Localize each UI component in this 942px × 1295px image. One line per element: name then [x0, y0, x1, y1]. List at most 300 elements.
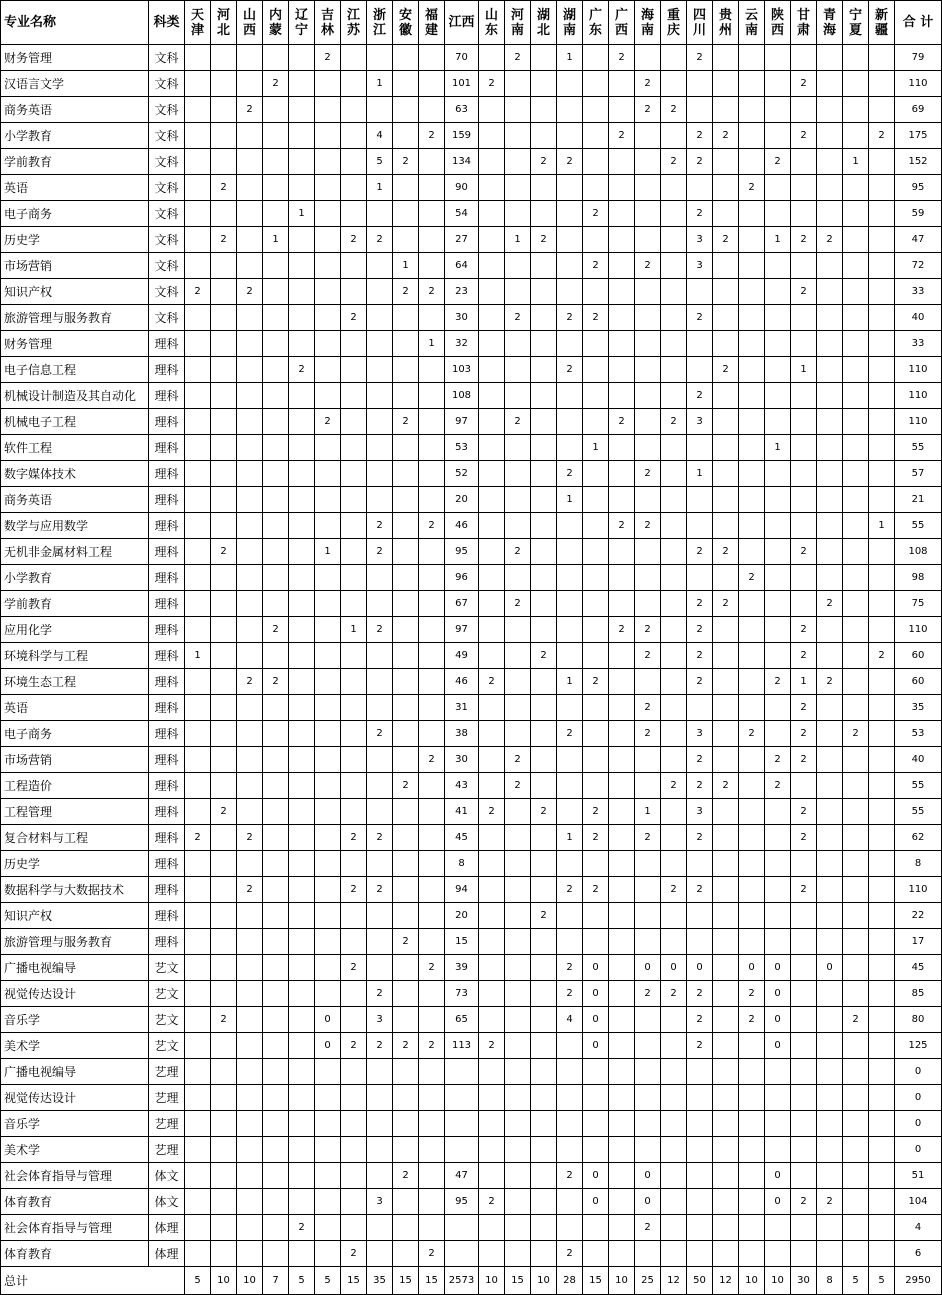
count-cell: [185, 695, 211, 721]
count-cell: [869, 981, 895, 1007]
count-cell: [479, 253, 505, 279]
count-cell: [843, 1189, 869, 1215]
count-cell: [211, 617, 237, 643]
count-cell: 2: [791, 123, 817, 149]
count-cell: 73: [445, 981, 479, 1007]
count-cell: 2: [687, 539, 713, 565]
count-cell: [817, 201, 843, 227]
count-cell: [393, 305, 419, 331]
category-cell: 艺文: [149, 1007, 185, 1033]
count-cell: [393, 981, 419, 1007]
count-cell: [583, 331, 609, 357]
count-cell: [479, 1059, 505, 1085]
count-cell: 2: [791, 1189, 817, 1215]
count-cell: [765, 1241, 791, 1267]
count-cell: 2: [557, 721, 583, 747]
count-cell: [263, 825, 289, 851]
count-cell: [419, 721, 445, 747]
count-cell: 2: [341, 877, 367, 903]
count-cell: [843, 461, 869, 487]
count-cell: [609, 669, 635, 695]
count-cell: [531, 617, 557, 643]
major-name-cell: 软件工程: [1, 435, 149, 461]
count-cell: [713, 643, 739, 669]
major-name-cell: 市场营销: [1, 253, 149, 279]
row-total-cell: 80: [895, 1007, 942, 1033]
count-cell: [843, 643, 869, 669]
count-cell: [289, 1007, 315, 1033]
table-row: [1, 149, 942, 175]
count-cell: 0: [635, 955, 661, 981]
major-name-cell: 音乐学: [1, 1007, 149, 1033]
count-cell: [211, 1163, 237, 1189]
count-cell: [479, 565, 505, 591]
count-cell: 2: [713, 123, 739, 149]
count-cell: 67: [445, 591, 479, 617]
count-cell: [583, 1085, 609, 1111]
count-cell: [687, 929, 713, 955]
count-cell: [687, 175, 713, 201]
count-cell: [185, 331, 211, 357]
count-cell: [211, 409, 237, 435]
count-cell: 1: [843, 149, 869, 175]
count-cell: [609, 201, 635, 227]
table-row: [1, 97, 942, 123]
province-header: 河北: [211, 1, 237, 45]
count-cell: [713, 1189, 739, 1215]
count-cell: [211, 1111, 237, 1137]
count-cell: 0: [765, 1189, 791, 1215]
count-cell: 0: [765, 1033, 791, 1059]
count-cell: [479, 1137, 505, 1163]
count-cell: [583, 695, 609, 721]
major-name-cell: 电子商务: [1, 201, 149, 227]
count-cell: [531, 1059, 557, 1085]
count-cell: [765, 539, 791, 565]
count-cell: [739, 383, 765, 409]
count-cell: 52: [445, 461, 479, 487]
count-cell: [583, 409, 609, 435]
count-cell: [661, 669, 687, 695]
count-cell: [609, 331, 635, 357]
count-cell: 23: [445, 279, 479, 305]
count-cell: [505, 851, 531, 877]
row-total-cell: 110: [895, 71, 942, 97]
count-cell: [315, 357, 341, 383]
count-cell: [263, 929, 289, 955]
count-cell: [341, 695, 367, 721]
count-cell: [237, 175, 263, 201]
count-cell: [341, 409, 367, 435]
row-total-cell: 55: [895, 799, 942, 825]
count-cell: [237, 1189, 263, 1215]
count-cell: [609, 97, 635, 123]
count-cell: [661, 383, 687, 409]
count-cell: [315, 149, 341, 175]
table-row: [1, 617, 942, 643]
count-cell: [237, 1111, 263, 1137]
count-cell: [289, 929, 315, 955]
count-cell: [367, 487, 393, 513]
count-cell: 2: [661, 97, 687, 123]
province-header: 新疆: [869, 1, 895, 45]
table-row: [1, 1007, 942, 1033]
count-cell: [609, 279, 635, 305]
count-cell: 1: [583, 435, 609, 461]
count-cell: [739, 97, 765, 123]
count-cell: [583, 565, 609, 591]
count-cell: [791, 929, 817, 955]
count-cell: [583, 617, 609, 643]
count-cell: [185, 71, 211, 97]
count-cell: [315, 201, 341, 227]
count-cell: [289, 409, 315, 435]
count-cell: [635, 1111, 661, 1137]
count-cell: [843, 591, 869, 617]
count-cell: 39: [445, 955, 479, 981]
count-cell: [341, 721, 367, 747]
count-cell: [211, 721, 237, 747]
count-cell: 2: [237, 279, 263, 305]
count-cell: [609, 851, 635, 877]
count-cell: [315, 903, 341, 929]
count-cell: [289, 97, 315, 123]
count-cell: [211, 773, 237, 799]
count-cell: [315, 1137, 341, 1163]
count-cell: [583, 747, 609, 773]
table-row: [1, 305, 942, 331]
count-cell: [237, 851, 263, 877]
count-cell: [713, 955, 739, 981]
count-cell: [531, 305, 557, 331]
count-cell: [609, 539, 635, 565]
count-cell: 2: [661, 773, 687, 799]
count-cell: [557, 97, 583, 123]
count-cell: [419, 71, 445, 97]
count-cell: [765, 279, 791, 305]
count-cell: [393, 461, 419, 487]
count-cell: [765, 565, 791, 591]
count-cell: [843, 981, 869, 1007]
count-cell: [445, 1215, 479, 1241]
count-cell: 2: [661, 149, 687, 175]
count-cell: 97: [445, 409, 479, 435]
major-name-cell: 环境科学与工程: [1, 643, 149, 669]
count-cell: [289, 487, 315, 513]
count-cell: [739, 409, 765, 435]
category-cell: 理科: [149, 721, 185, 747]
count-cell: 2: [367, 877, 393, 903]
count-cell: [393, 799, 419, 825]
count-cell: [263, 305, 289, 331]
count-cell: 2: [367, 513, 393, 539]
count-cell: 2: [263, 617, 289, 643]
count-cell: [739, 513, 765, 539]
count-cell: [237, 1033, 263, 1059]
table-row: [1, 1215, 942, 1241]
count-cell: 2: [367, 721, 393, 747]
count-cell: 2: [341, 1033, 367, 1059]
count-cell: 0: [635, 1163, 661, 1189]
category-cell: 理科: [149, 825, 185, 851]
count-cell: [661, 1085, 687, 1111]
count-cell: [817, 1007, 843, 1033]
count-cell: [237, 929, 263, 955]
count-cell: [713, 279, 739, 305]
count-cell: 2: [393, 1033, 419, 1059]
count-cell: [315, 1163, 341, 1189]
count-cell: [185, 513, 211, 539]
count-cell: [817, 45, 843, 71]
count-cell: [185, 383, 211, 409]
count-cell: [791, 1137, 817, 1163]
count-cell: [505, 461, 531, 487]
count-cell: 2: [687, 617, 713, 643]
count-cell: [505, 123, 531, 149]
province-header: 贵州: [713, 1, 739, 45]
category-cell: 艺文: [149, 955, 185, 981]
count-cell: [583, 383, 609, 409]
count-cell: [263, 799, 289, 825]
count-cell: [211, 669, 237, 695]
count-cell: [791, 851, 817, 877]
count-cell: [289, 253, 315, 279]
count-cell: 1: [557, 487, 583, 513]
count-cell: 0: [315, 1007, 341, 1033]
count-cell: 46: [445, 669, 479, 695]
count-cell: [817, 461, 843, 487]
column-total-cell: 12: [713, 1267, 739, 1295]
count-cell: [791, 253, 817, 279]
count-cell: 45: [445, 825, 479, 851]
count-cell: [713, 331, 739, 357]
count-cell: [315, 565, 341, 591]
count-cell: [341, 643, 367, 669]
count-cell: 47: [445, 1163, 479, 1189]
count-cell: [557, 539, 583, 565]
major-name-cell: 小学教育: [1, 123, 149, 149]
count-cell: 30: [445, 305, 479, 331]
count-cell: [687, 487, 713, 513]
count-cell: [791, 1215, 817, 1241]
count-cell: [211, 45, 237, 71]
count-cell: [583, 357, 609, 383]
count-cell: 3: [687, 721, 713, 747]
major-name-cell: 知识产权: [1, 903, 149, 929]
count-cell: [557, 695, 583, 721]
count-cell: [713, 71, 739, 97]
count-cell: [791, 45, 817, 71]
count-cell: [713, 721, 739, 747]
count-cell: [765, 513, 791, 539]
count-cell: [869, 279, 895, 305]
count-cell: [315, 799, 341, 825]
count-cell: [531, 565, 557, 591]
count-cell: [479, 591, 505, 617]
count-cell: [419, 357, 445, 383]
count-cell: [289, 279, 315, 305]
column-total-cell: 35: [367, 1267, 393, 1295]
count-cell: 2: [419, 955, 445, 981]
count-cell: [843, 1059, 869, 1085]
count-cell: [289, 955, 315, 981]
count-cell: [817, 409, 843, 435]
count-cell: [185, 773, 211, 799]
count-cell: [869, 1163, 895, 1189]
count-cell: [479, 929, 505, 955]
count-cell: [531, 1111, 557, 1137]
count-cell: [687, 279, 713, 305]
major-name-cell: 学前教育: [1, 591, 149, 617]
count-cell: [211, 825, 237, 851]
count-cell: [531, 279, 557, 305]
count-cell: 64: [445, 253, 479, 279]
count-cell: [817, 123, 843, 149]
province-header: 福建: [419, 1, 445, 45]
major-name-cell: 社会体育指导与管理: [1, 1215, 149, 1241]
count-cell: [185, 929, 211, 955]
count-cell: [237, 201, 263, 227]
count-cell: [869, 591, 895, 617]
count-cell: [583, 149, 609, 175]
count-cell: 2: [791, 825, 817, 851]
count-cell: 2: [185, 825, 211, 851]
column-total-cell: 10: [531, 1267, 557, 1295]
count-cell: 2: [739, 565, 765, 591]
count-cell: [713, 669, 739, 695]
count-cell: 1: [557, 45, 583, 71]
count-cell: [479, 201, 505, 227]
count-cell: [367, 331, 393, 357]
count-cell: 2: [211, 175, 237, 201]
count-cell: 2: [687, 201, 713, 227]
count-cell: [211, 1085, 237, 1111]
count-cell: [263, 357, 289, 383]
major-name-cell: 工程管理: [1, 799, 149, 825]
count-cell: 1: [635, 799, 661, 825]
count-cell: 2: [687, 825, 713, 851]
count-cell: [263, 1007, 289, 1033]
count-cell: [687, 1059, 713, 1085]
count-cell: [315, 175, 341, 201]
count-cell: [609, 747, 635, 773]
count-cell: [367, 773, 393, 799]
count-cell: 2: [583, 825, 609, 851]
count-cell: [445, 1137, 479, 1163]
count-cell: 2: [315, 45, 341, 71]
count-cell: [479, 45, 505, 71]
row-total-cell: 110: [895, 357, 942, 383]
count-cell: [505, 799, 531, 825]
count-cell: [661, 903, 687, 929]
count-cell: [505, 1007, 531, 1033]
count-cell: [185, 1085, 211, 1111]
count-cell: [713, 1163, 739, 1189]
category-cell: 理科: [149, 747, 185, 773]
count-cell: [237, 227, 263, 253]
count-cell: [843, 539, 869, 565]
major-name-cell: 环境生态工程: [1, 669, 149, 695]
column-total-cell: 7: [263, 1267, 289, 1295]
row-total-cell: 47: [895, 227, 942, 253]
category-cell: 理科: [149, 591, 185, 617]
count-cell: [505, 1215, 531, 1241]
count-cell: [185, 435, 211, 461]
count-cell: [263, 1189, 289, 1215]
province-header: 重庆: [661, 1, 687, 45]
major-name-cell: 美术学: [1, 1033, 149, 1059]
count-cell: [531, 435, 557, 461]
count-cell: [661, 799, 687, 825]
count-cell: [791, 435, 817, 461]
count-cell: [609, 591, 635, 617]
count-cell: [211, 1033, 237, 1059]
count-cell: [341, 513, 367, 539]
count-cell: [185, 1215, 211, 1241]
count-cell: [419, 695, 445, 721]
count-cell: [661, 123, 687, 149]
column-total-cell: 10: [739, 1267, 765, 1295]
count-cell: [393, 1085, 419, 1111]
count-cell: [713, 747, 739, 773]
count-cell: [237, 513, 263, 539]
count-cell: [263, 721, 289, 747]
count-cell: [479, 825, 505, 851]
count-cell: [289, 825, 315, 851]
count-cell: 2: [367, 617, 393, 643]
count-cell: [609, 1007, 635, 1033]
count-cell: [583, 929, 609, 955]
count-cell: [341, 487, 367, 513]
count-cell: 2: [237, 877, 263, 903]
count-cell: [661, 513, 687, 539]
province-header: 江苏: [341, 1, 367, 45]
count-cell: [211, 1137, 237, 1163]
count-cell: [739, 1189, 765, 1215]
count-cell: [237, 591, 263, 617]
count-cell: [237, 1007, 263, 1033]
count-cell: [505, 721, 531, 747]
count-cell: [531, 97, 557, 123]
count-cell: [237, 1137, 263, 1163]
count-cell: [419, 1137, 445, 1163]
count-cell: [817, 617, 843, 643]
count-cell: [739, 1241, 765, 1267]
count-cell: [505, 149, 531, 175]
count-cell: [289, 1137, 315, 1163]
count-cell: 1: [263, 227, 289, 253]
row-total-cell: 79: [895, 45, 942, 71]
count-cell: [557, 383, 583, 409]
column-total-cell: 5: [869, 1267, 895, 1295]
count-cell: [739, 877, 765, 903]
total-header: 合 计: [895, 1, 942, 45]
count-cell: [479, 1215, 505, 1241]
count-cell: [367, 799, 393, 825]
count-cell: [367, 1163, 393, 1189]
category-cell: 理科: [149, 877, 185, 903]
count-cell: 2: [635, 721, 661, 747]
count-cell: 2: [817, 669, 843, 695]
count-cell: [817, 253, 843, 279]
count-cell: [713, 1111, 739, 1137]
count-cell: [791, 1033, 817, 1059]
count-cell: [289, 1033, 315, 1059]
count-cell: [843, 45, 869, 71]
column-total-cell: 12: [661, 1267, 687, 1295]
count-cell: [739, 45, 765, 71]
count-cell: 3: [687, 253, 713, 279]
